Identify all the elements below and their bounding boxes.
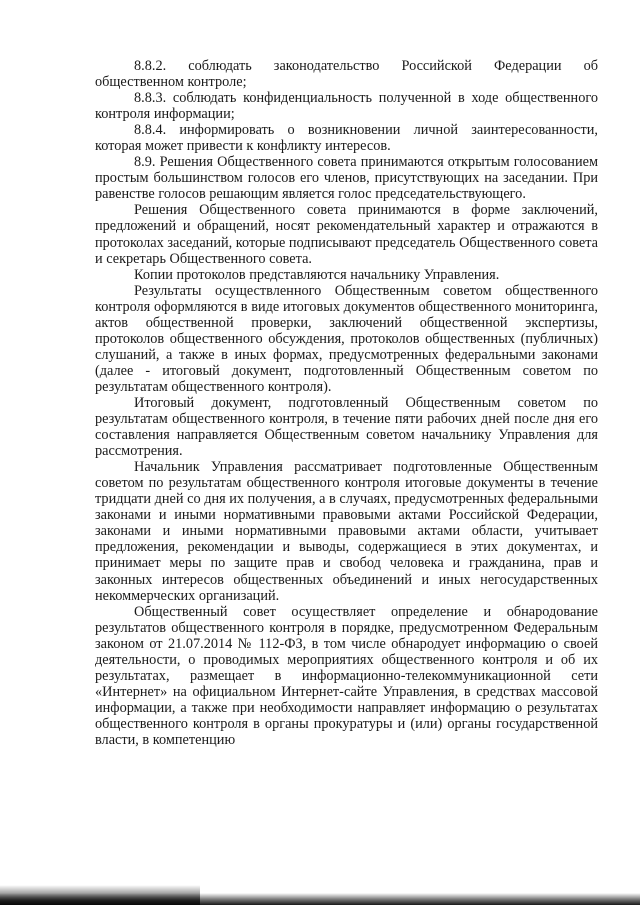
paragraph-publication: Общественный совет осуществляет определение и обнародование результатов общественного контроля в порядке, предусмотренном Федеральным законом от 21.07.2014 № 112-ФЗ, в том числе обнародует информацию о своей деятельности, о проводимых мероприятиях общественного контроля и об их результатах, размещает в информационно-телекоммуникационной сети «Интернет» на официальном Интернет-сайте Управления, в средствах массовой информации, а также при необходимости направляет информацию о результатах общественного контроля в органы прокуратуры и (или) органы государственной власти, в компетенцию (95, 603, 598, 748)
paragraph-decision-form: Решения Общественного совета принимаются в форме заключений, предложений и обращений, носят рекомендательный характер и отражаются в протоколах заседаний, которые подписывают председатель Общественного совета и секретарь Общественного совета. (95, 202, 598, 267)
clause-8-8-4: 8.8.4. информировать о возникновении личной заинтересованности, которая может привести к конфликту интересов. (95, 122, 598, 155)
clause-8-8-2: 8.8.2. соблюдать законодательство Российской Федерации об общественном контроле; (95, 58, 598, 91)
clause-8-8-3: 8.8.3. соблюдать конфиденциальность полученной в ходе общественного контроля информации; (95, 90, 598, 123)
clause-8-9: 8.9. Решения Общественного совета принимаются открытым голосованием простым большинством голосов его членов, присутствующих на заседании. При равенстве голосов решающим является голос председательствующего. (95, 154, 598, 203)
paragraph-head-review: Начальник Управления рассматривает подготовленные Общественным советом по результатам общественного контроля итоговые документы в течение тридцати дней со дня их получения, а в случаях, предусмотренных федеральными законами и иными нормативными правовыми актами Российской Федерации, законами и иными нормативными правовыми актами области, учитывает предложения, рекомендации и выводы, содержащиеся в этих документах, и принимает меры по защите прав и свобод человека и гражданина, прав и законных интересов общественных объединений и иных негосударственных некоммерческих организаций. (95, 459, 598, 604)
paragraph-protocol-copies: Копии протоколов представляются начальнику Управления. (134, 266, 500, 283)
scan-shadow-corner (0, 885, 200, 905)
paragraph-control-results: Результаты осуществленного Общественным советом общественного контроля оформляются в виде итоговых документов общественного мониторинга, актов общественной проверки, заключений общественной экспертизы, протоколов общественного обсуждения, протоколов общественных (публичных) слушаний, а также в иных формах, предусмотренных федеральными законами (далее - итоговый документ, подготовленный Общественным советом по результатам общественного контроля). (95, 282, 598, 395)
document-page (95, 58, 598, 748)
paragraph-final-document: Итоговый документ, подготовленный Общественным советом по результатам общественного контроля, в течение пяти рабочих дней после дня его составления направляется Общественным советом начальнику Управления для рассмотрения. (95, 394, 598, 460)
